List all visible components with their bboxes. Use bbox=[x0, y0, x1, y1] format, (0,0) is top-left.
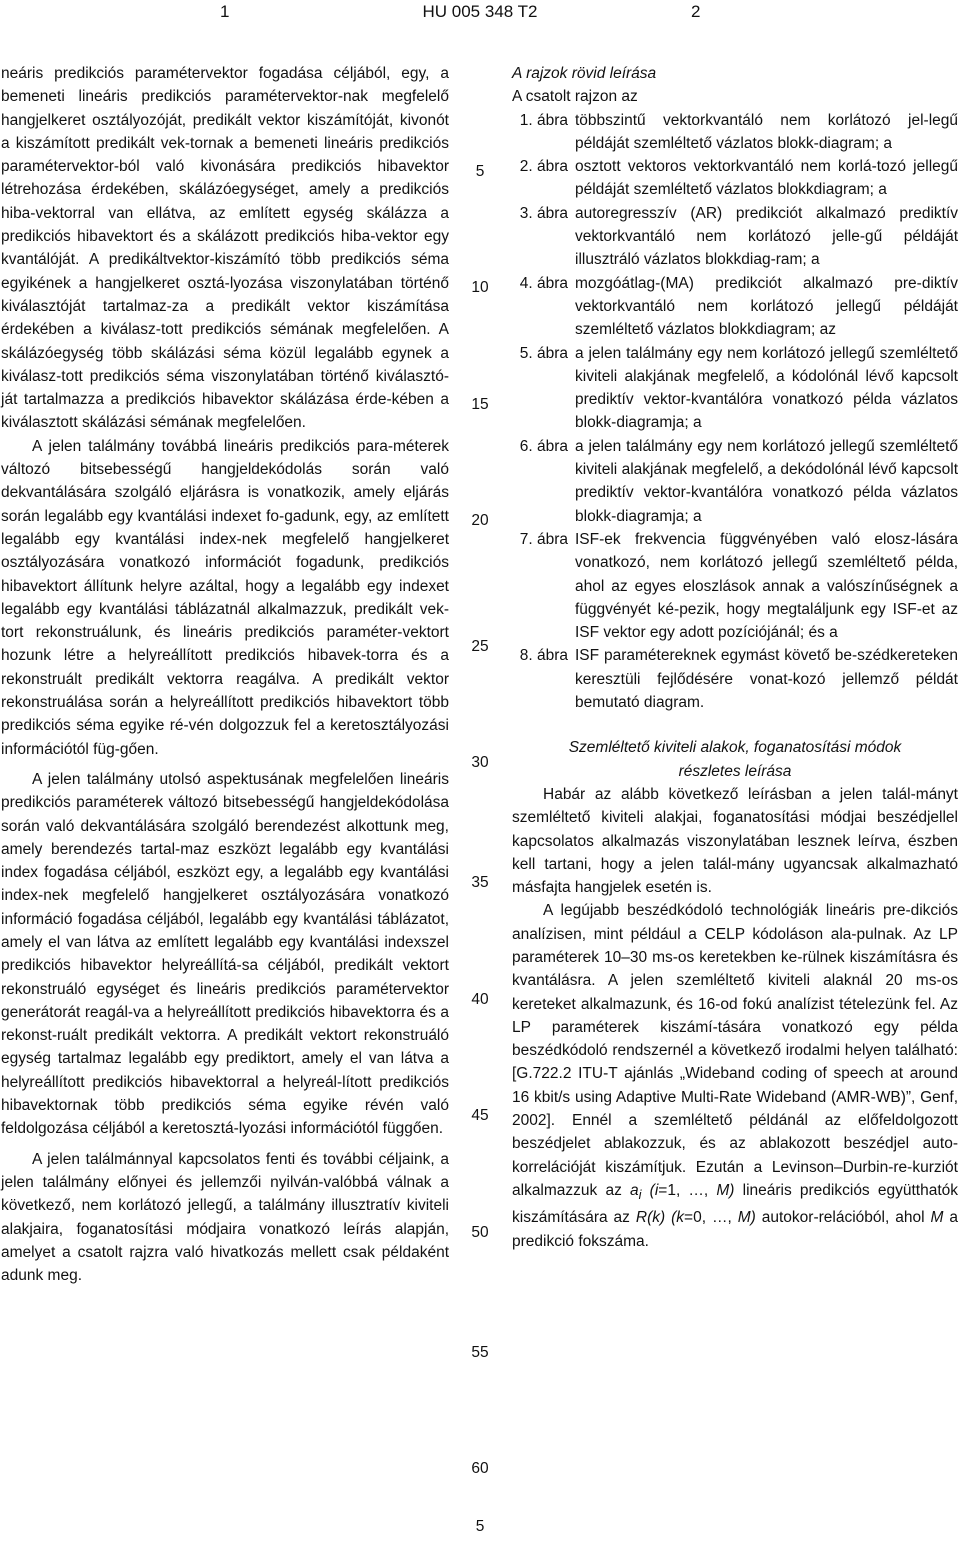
figure-list-item bbox=[512, 272, 958, 342]
line-number: 10 bbox=[471, 279, 489, 296]
figure-description: a jelen találmány egy nem korlátozó jellegű szemléltető kiviteli alakjának megfelelő, a kódolónál lévő kapcsolt prediktív vektor-kvantálóra vonatkozó példa vázlatos blokk-diagramja; a bbox=[575, 344, 958, 432]
figure-list-item bbox=[512, 342, 958, 435]
text-run: a predikció fokszáma. bbox=[512, 1209, 958, 1250]
figure-label: 1. ábra bbox=[519, 111, 568, 129]
text-run: =0, …, bbox=[684, 1209, 738, 1227]
math-text: a bbox=[629, 1181, 639, 1199]
left-paragraph: A jelen találmány továbbá lineáris predikciós para-méterek változó bitsebességű hangjeldekódolás során való dekvantálására szolgáló eljárásra is vonatkozik, amely eljárás során legalább egy kvantálási indexet fo-gadunk, egy, az említett legalább egy kvantálási index-nek megfelelő hangjelkeret osztályozására vonatkozó információt fogadunk, predikciós hibavektort állítunk helyre azáltal, hogy a legalább egy indexet legalább egy kvantálási táblázatnál alkalmazzuk, predikált vek-tort rekonstruálunk, és lineáris predikciós paraméter-vektort hozunk létre a helyreállított predikciós hibavek-torra és a rekonstruált predikált vektorra reagálva. A predikált vektor rekonstruálása során a helyreállított predikciós hibavektort több predikciós séma egyike ré-vén dolgozzuk fel a keretosztályozási információtól füg-gően. bbox=[1, 437, 449, 758]
figure-label: 5. ábra bbox=[519, 344, 568, 362]
figure-label: 2. ábra bbox=[519, 158, 568, 176]
line-number: 60 bbox=[471, 1460, 489, 1477]
line-number: 45 bbox=[471, 1107, 489, 1124]
figure-list-item bbox=[512, 109, 958, 156]
figure-label: 3. ábra bbox=[519, 204, 568, 222]
left-paragraph: A jelen találmánnyal kapcsolatos fenti és további céljaink, a jelen találmány előnyei és jellemzői nyilván-valóbbá válnak a következő, nem korlátozó jellegű, a találmány illusztratív kiviteli alakjaira, foganatosítási módjaira vonatkozó leírás alapján, amelyet a csatolt rajzra való hivatkozás mellett csak példaként adunk meg. bbox=[1, 1150, 449, 1285]
section-heading: Szemléltető kiviteli alakok, foganatosítási módok részletes leírása bbox=[568, 739, 902, 780]
line-number: 15 bbox=[471, 396, 489, 413]
text-run: lineáris predikciós együtthatók kiszámítására az bbox=[512, 1181, 958, 1227]
math-variable: (i bbox=[649, 1181, 659, 1199]
figure-description: ISF paramétereknek egymást követő be-szédkereteken keresztüli fejlődésére vonat-kozó jellemző példát bemutató diagram. bbox=[575, 647, 958, 712]
math-variable: M) bbox=[716, 1181, 735, 1199]
figure-description: mozgóátlag-(MA) predikciót alkalmazó pre-diktív vektorkvantáló nem korlátozó jellegű példáját szemléltető vázlatos blokkdiagram; az bbox=[575, 274, 958, 339]
figure-label: 8. ábra bbox=[519, 647, 568, 665]
line-number: 40 bbox=[471, 991, 489, 1008]
figure-list-item bbox=[512, 155, 958, 202]
figure-description: autoregresszív (AR) predikciót alkalmazó prediktív vektorkvantáló nem korlátozó jelle-gű példáját illusztráló vázlatos blokkdiag-ram; a bbox=[575, 204, 958, 269]
math-variable bbox=[629, 1181, 642, 1203]
figure-list bbox=[512, 109, 958, 715]
figure-description: osztott vektoros vektorkvantáló nem korlá-tozó jellegű példáját szemléltető vázlatos blokkdiagram; a bbox=[575, 158, 958, 199]
line-number: 30 bbox=[471, 754, 489, 771]
figure-list-item bbox=[512, 644, 958, 714]
figure-label: 4. ábra bbox=[519, 274, 568, 292]
text-run bbox=[641, 1182, 649, 1199]
patent-number: HU 005 348 T2 bbox=[422, 2, 538, 21]
text-run: A legújabb beszédkódoló technológiák lineáris pre-dikciós analízisen, mint például a CELP kódoláson ala-pulnak. Az LP paraméterek 10–30 ms-os keretekben ke-rülnek kiszámításra és kvantálásra. A jelen szemléltető kiviteli alaknál 20 ms-os kereteket alkalmazunk, és 16-od fokú analízist tételezünk fel. Az LP paraméterek kiszámí-tására vonatkozó egy példa beszédkódoló rendszernél a következő irodalmi helyen található: [G.722.2 ITU-T ajánlás „Wideband coding of speech at around 16 kbit/s using Adaptive Multi-Rate Wideband (AMR-WB)”, Genf, 2002]. Ennél a szemléltető példánál az előfeldolgozott beszédjelet ablakozzuk, és az ablakozott beszédjel auto-korrelációját kiszámítjuk. Ezután a Levinson–Durbin-re-kurziót alkalmazzuk az bbox=[512, 902, 958, 1199]
figure-description: a jelen találmány egy nem korlátozó jellegű szemléltető kiviteli alakjának megfelelő, a dekódolónál lévő kapcsolt prediktív vektor-kvantálóra vonatkozó példa vázlatos blokk-diagramja; a bbox=[575, 437, 958, 525]
line-number: 5 bbox=[475, 163, 485, 180]
left-paragraph: A jelen találmány utolsó aspektusának megfelelően lineáris predikciós paraméterek változó bitsebességű hangjeldekódolása során való dekvantálására szolgáló berendezést alkottunk meg, amely berendezés tartal-maz eszközt legalább egy kvantálási index fogadása céljából, eszközt egy, a legalább egy kvantálási index-nek megfelelő hangjelkeret osztályozására vonatkozó információ fogadása céljából, legalább egy kvantálási táblázatot, amely el van látva az említett legalább egy kvantálási indexszel predikciós hibavektor helyreállítá-sa céljából, predikált vektort rekonstruáló egységet és lineáris predikciós paramétervektor generátorát reagál-va a helyreállított predikciós hibavektorra és a rekonst-ruált predikált vektorra. A predikált vektort rekonstruáló egység tartalmaz legalább egy prediktort, amely el van látva a helyreállított predikciós hibavektorral a helyreál-lított predikciós hibavektornak több predikciós séma egyike révén való feldolgozása céljából a keretosztá-lyozási információtól függően. bbox=[1, 770, 449, 1138]
page-number: 5 bbox=[475, 1518, 485, 1535]
math-variable: M) bbox=[737, 1209, 756, 1227]
figure-list-item bbox=[512, 435, 958, 528]
line-number: 55 bbox=[471, 1344, 489, 1361]
header-left-column-number: 1 bbox=[220, 2, 230, 21]
figure-label: 7. ábra bbox=[519, 530, 568, 548]
line-number: 50 bbox=[471, 1224, 489, 1241]
line-number: 35 bbox=[471, 874, 489, 891]
line-number: 20 bbox=[471, 512, 489, 529]
left-column bbox=[1, 62, 449, 1287]
header-right-column-number: 2 bbox=[691, 2, 701, 21]
section-heading: A rajzok rövid leírása bbox=[512, 65, 657, 82]
left-paragraph: neáris predikciós paramétervektor fogadása céljából, egy, a bemeneti lineáris predikciós paramétervektor-nak megfelelő hangjelkeret osztályozóját, predikált vektor kiszámítóját, kivonót a kiszámított predikált vek-tornak a bemeneti lineáris predikciós paramétervektor-ból való kivonására predikciós hibavektor létrehozása érdekében, skálázóegységet, amely a predikciós hiba-vektorral van ellátva, az említett egység skálázza a predikciós hibavektort és a skálázott predikciós hiba-vektor egy kvantálóját. A predikáltvektor-kiszámító több predikciós séma egyikének a hangjelkeret osztá-lyozása viszonylatában történő kiválasztóját tartalmaz-za a predikált vektor kiszámítása érdekében a kiválasz-tott predikciós sémának megfelelően. A skálázóegység több skálázási séma közül legalább egynek a kiválasz-tott predikciós séma viszonylatában történő kiválasztó-ját tartalmazza a predikciós hibavektor skálázása érde-kében a kiválasztott skálázási sémának megfelelően. bbox=[1, 65, 449, 432]
text-run: =1, …, bbox=[658, 1181, 717, 1199]
figure-list-intro: A csatolt rajzon az bbox=[512, 88, 638, 106]
figure-list-item bbox=[512, 202, 958, 272]
body-paragraph: Habár az alább következő leírásban a jelen talál-mányt szemléltető kiviteli alakjai, foganatosítási módjai beszédjellel kapcsolatos alkalmazás viszonylatában lesznek leírva, észben kell tartani, hogy a jelen talál-mány ugyancsak alkalmazható másfajta hangjelek esetén is. bbox=[512, 785, 958, 897]
math-subscript: i bbox=[638, 1187, 642, 1203]
text-run: autokor-relációból, ahol bbox=[755, 1209, 931, 1227]
figure-description: többszintű vektorkvantáló nem korlátozó jel-legű példáját szemléltető vázlatos blokk-diagram; a bbox=[575, 111, 958, 152]
math-variable: R(k) (k bbox=[635, 1209, 685, 1227]
math-variable: M bbox=[930, 1209, 944, 1227]
body-paragraph bbox=[512, 899, 958, 1253]
line-number: 25 bbox=[471, 638, 489, 655]
right-column bbox=[512, 62, 958, 1253]
figure-list-item bbox=[512, 528, 958, 644]
figure-description: ISF-ek frekvencia függvényében való elosz-lására vonatkozó, nem korlátozó jellegű szemléltető példa, ahol az egyes eloszlások annak a valószínűségnek a függvényét ké-pezik, hogy megtaláljunk egy ISF-et az ISF vektor egy adott pozíciójánál; és a bbox=[575, 530, 958, 642]
figure-label: 6. ábra bbox=[519, 437, 568, 455]
